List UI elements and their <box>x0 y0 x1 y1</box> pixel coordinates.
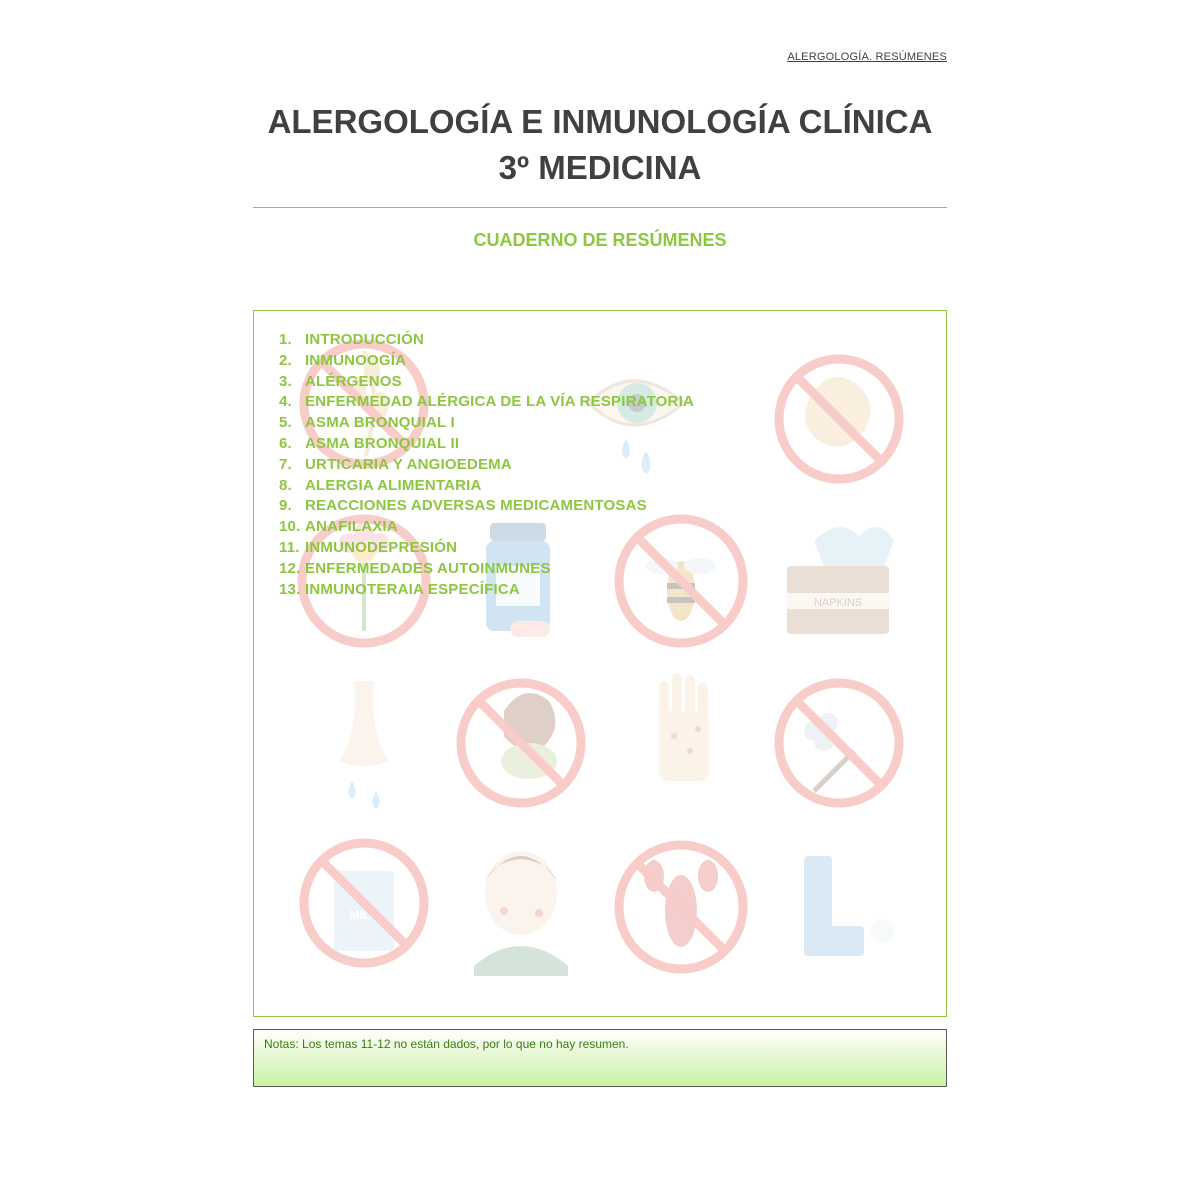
toc-item[interactable] <box>279 517 694 538</box>
toc-item[interactable] <box>279 351 694 372</box>
toc-item-number: 1. <box>279 331 292 348</box>
toc-item-label: INMUNOTERAIA ESPECÍFICA <box>305 580 520 598</box>
toc-item[interactable] <box>279 392 694 413</box>
toc-item-label: INMUNOOGÍA <box>305 351 407 369</box>
runny-nose-icon <box>339 681 389 809</box>
no-nuts-icon <box>461 683 581 803</box>
toc-item-number: 3. <box>279 372 292 390</box>
document-subtitle: CUADERNO DE RESÚMENES <box>473 230 727 250</box>
toc-item[interactable] <box>279 455 694 476</box>
no-peanut-icon <box>779 359 899 479</box>
toc-item-number: 12. <box>279 559 301 577</box>
no-lobster-icon <box>619 845 743 969</box>
tissue-box-text: NAPKINS <box>813 597 863 609</box>
toc-item-number: 4. <box>279 393 292 411</box>
running-header: ALERGOLOGÍA. RESÚMENES <box>787 51 947 63</box>
toc-list <box>279 330 694 600</box>
toc-item-number: 9. <box>279 497 292 515</box>
toc-item[interactable] <box>279 372 694 393</box>
toc-item-label: ASMA BRONQUIAL I <box>305 414 455 432</box>
toc-item-number: 8. <box>279 476 292 494</box>
toc-item-label: ALERGIA ALIMENTARIA <box>305 476 482 494</box>
document-title: ALERGOLOGÍA E INMUNOLOGÍA CLÍNICA <box>267 103 933 140</box>
notes-text: Notas: Los temas 11-12 no están dados, por lo que no hay resumen. <box>264 1037 629 1051</box>
rash-hand-icon <box>659 673 709 781</box>
toc-item-label: REACCIONES ADVERSAS MEDICAMENTOSAS <box>305 497 647 515</box>
toc-item-number: 10. <box>279 518 301 536</box>
toc-item[interactable] <box>279 559 694 580</box>
toc-item-label: INMUNODEPRESIÓN <box>305 538 458 556</box>
toc-item-label: ASMA BRONQUIAL II <box>305 434 460 452</box>
toc-item-label: ALÉRGENOS <box>305 372 402 390</box>
no-milk-icon <box>304 843 424 963</box>
allergic-person-icon <box>474 851 568 976</box>
toc-item-number: 13. <box>279 580 301 598</box>
document-course: 3º MEDICINA <box>498 149 702 186</box>
toc-item[interactable] <box>279 434 694 455</box>
toc-item[interactable] <box>279 496 694 517</box>
toc-item-number: 5. <box>279 414 292 432</box>
inhaler-icon <box>804 856 894 956</box>
toc-item-label: ENFERMEDAD ALÉRGICA DE LA VÍA RESPIRATORIA <box>305 393 694 411</box>
milk-carton-text: MILK <box>349 908 379 922</box>
toc-item-label: ENFERMEDADES AUTOINMUNES <box>305 559 551 577</box>
toc-item-number: 7. <box>279 455 292 473</box>
toc-item-label: URTICARIA Y ANGIOEDEMA <box>305 455 512 473</box>
table-of-contents <box>253 310 947 1017</box>
tissue-box-icon <box>787 527 894 634</box>
toc-item-number: 2. <box>279 351 292 369</box>
toc-item-number: 11. <box>279 538 300 556</box>
toc-item[interactable] <box>279 538 694 559</box>
title-divider <box>253 207 947 208</box>
no-dust-icon <box>779 683 899 803</box>
notes-box <box>253 1029 947 1087</box>
toc-item[interactable] <box>279 476 694 497</box>
toc-item[interactable] <box>279 580 694 601</box>
toc-item-label: INTRODUCCIÓN <box>305 331 425 348</box>
toc-item-label: ANAFILAXIA <box>305 518 398 536</box>
toc-item[interactable] <box>279 330 694 351</box>
toc-item-number: 6. <box>279 434 292 452</box>
toc-item[interactable] <box>279 413 694 434</box>
